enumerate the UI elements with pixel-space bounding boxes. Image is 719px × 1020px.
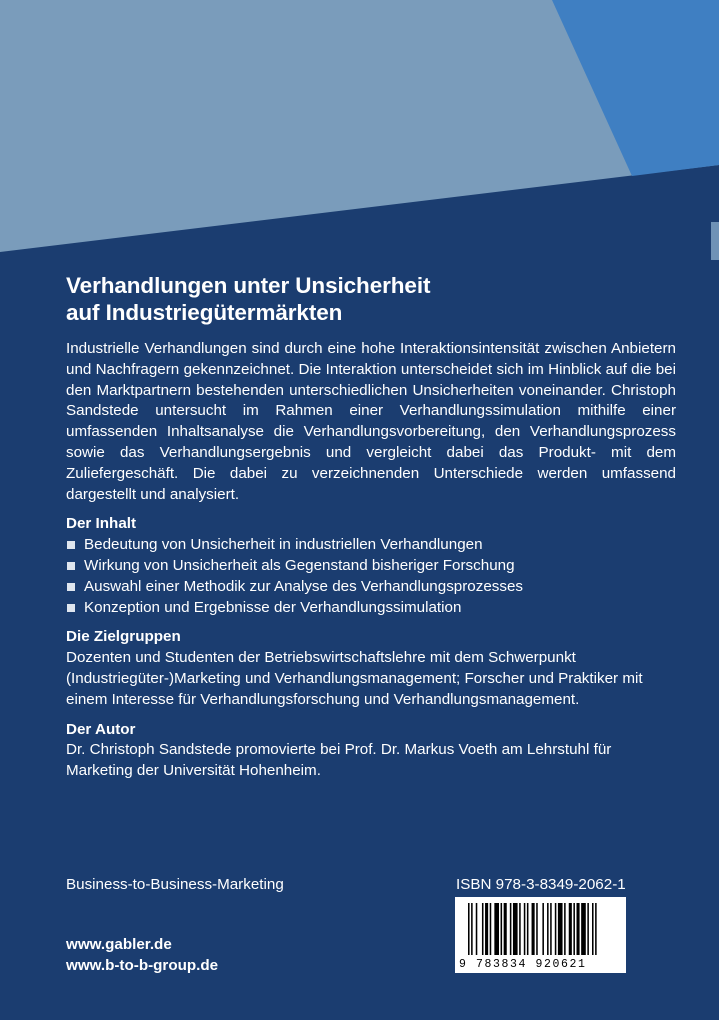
list-item-text: Wirkung von Unsicherheit als Gegenstand bisheriger Forschung (84, 556, 515, 574)
link-b-to-b-group[interactable]: www.b-to-b-group.de (66, 957, 219, 974)
autor-heading: Der Autor (66, 720, 136, 738)
list-item-text: Konzeption und Ergebnisse der Verhandlungssimulation (84, 598, 462, 616)
list-item-text: Bedeutung von Unsicherheit in industriellen Verhandlungen (84, 536, 483, 554)
book-title (66, 272, 676, 326)
list-item-text: Auswahl einer Methodik zur Analyse des Verhandlungsprozesses (84, 577, 524, 595)
list-item (66, 577, 676, 598)
publisher-links (66, 934, 218, 976)
list-item (66, 535, 676, 556)
inhalt-list (66, 535, 676, 618)
barcode (455, 897, 626, 973)
title-line-2: auf Industriegütermärkten (66, 300, 343, 325)
back-cover-text (66, 272, 676, 782)
link-gabler[interactable]: www.gabler.de (66, 936, 172, 953)
barcode-digits: 9 783834 920621 (459, 958, 587, 971)
series-name: Business-to-Business-Marketing (66, 876, 284, 893)
square-bullet-icon (67, 583, 75, 591)
title-line-1: Verhandlungen unter Unsicherheit (66, 273, 431, 298)
intro-paragraph: Industrielle Verhandlungen sind durch eine hohe Interaktionsintensität zwischen Anbietern und Nachfragern gekennzeichnet. Die Interaktion unterscheidet sich im Hinblick auf die bei den Marktpartnern bestehenden unterschiedlichen Unsicherheiten voneinander. Christoph Sandstede untersucht im Rahmen einer Verhandlungssimulation mithilfe einer umfassenden Inhaltsanalyse die Verhandlungsvorbereitung, den Verhandlungsprozess sowie das Verhandlungsergebnis und vergleicht dabei das Produkt- mit dem Zuliefergeschäft. Die dabei zu verzeichnenden Unterschiede werden umfassend dargestellt und analysiert. (66, 340, 676, 503)
square-bullet-icon (67, 541, 75, 549)
inhalt-heading: Der Inhalt (66, 515, 137, 533)
list-item (66, 598, 676, 619)
zielgruppen-heading: Die Zielgruppen (66, 628, 181, 646)
autor-text: Dr. Christoph Sandstede promovierte bei Prof. Dr. Markus Voeth am Lehrstuhl für Marketing der Universität Hohenheim. (66, 741, 612, 780)
list-item (66, 556, 676, 577)
isbn-number: ISBN 978-3-8349-2062-1 (456, 876, 626, 893)
square-bullet-icon (67, 562, 75, 570)
zielgruppen-text: Dozenten und Studenten der Betriebswirtschaftslehre mit dem Schwerpunkt (Industriegüter-)Marketing und Verhandlungsmanagement; Forscher und Praktiker mit einem Interesse für Verhandlungsforschung und Verhandlungsmanagement. (66, 649, 643, 708)
square-bullet-icon (67, 604, 75, 612)
